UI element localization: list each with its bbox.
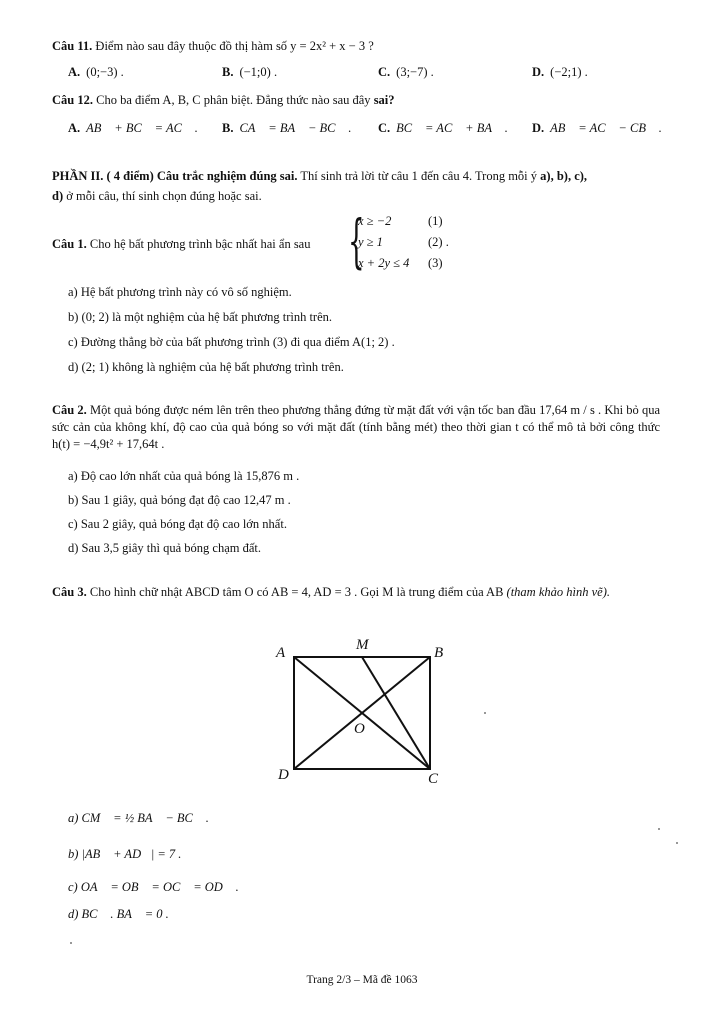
- scan-speck: [676, 842, 678, 844]
- system-brace: {: [348, 207, 365, 275]
- c3-item-d: d) BC⃗ . BA⃗ = 0 .: [68, 907, 169, 921]
- q12-option-d-label: D.: [532, 121, 545, 135]
- system-num-1: (1): [428, 214, 443, 228]
- c2-item-d: d) Sau 3,5 giây thì quả bóng chạm đất.: [68, 541, 262, 555]
- part2-title: PHẦN II. ( 4 điểm) Câu trắc nghiệm đúng sai.: [52, 169, 298, 183]
- q12-option-a-text: AB⃗ + BC⃗ = AC⃗ .: [86, 121, 198, 135]
- c3-item-c: c) OA⃗ = OB⃗ = OC⃗ = OD⃗ .: [68, 880, 239, 894]
- c1-item-c: c) Đường thẳng bờ của bất phương trình (3) đi qua điểm A(1; 2) .: [68, 335, 395, 349]
- q11-option-c: [378, 64, 434, 80]
- q11-option-d-label: D.: [532, 65, 545, 79]
- c3-item-a: a) CM⃗ = ½ BA⃗ − BC⃗ .: [68, 811, 209, 825]
- part2-text: Thí sinh trả lời từ câu 1 đến câu 4. Trong mỗi ý: [300, 169, 538, 183]
- system-num-3: (3): [428, 256, 443, 270]
- c1-statement: [52, 236, 310, 252]
- q12-option-d: [532, 120, 662, 136]
- c2-item-b: b) Sau 1 giây, quả bóng đạt độ cao 12,47 m .: [68, 493, 291, 507]
- q11-option-c-label: C.: [378, 65, 391, 79]
- q11-option-c-text: (3;−7) .: [396, 65, 434, 79]
- c2-item-a: a) Độ cao lớn nhất của quả bóng là 15,876 m .: [68, 469, 300, 483]
- vertex-label-c: C: [428, 771, 439, 787]
- system-row-3: x + 2y ≤ 4: [358, 256, 410, 270]
- q11-option-d-text: (−2;1) .: [550, 65, 588, 79]
- question-11: [52, 38, 374, 54]
- vertex-label-b: B: [434, 645, 444, 661]
- scan-speck: [658, 828, 660, 830]
- q11-option-b-text: (−1;0) .: [239, 65, 278, 79]
- question-11-label: Câu 11.: [52, 39, 93, 53]
- c1-text: Cho hệ bất phương trình bậc nhất hai ẩn sau: [89, 237, 311, 251]
- q11-option-b: [222, 64, 277, 80]
- segment-mc: [362, 657, 430, 769]
- question-12-emph: sai?: [373, 93, 395, 107]
- system-num-2: (2) .: [428, 235, 449, 249]
- q11-option-a: [68, 64, 124, 80]
- q12-option-b: [222, 120, 351, 136]
- c3-label: Câu 3.: [52, 585, 87, 599]
- c3-text: Cho hình chữ nhật ABCD tâm O có AB = 4, AD = 3 . Gọi M là trung điểm của AB: [89, 585, 504, 599]
- part2-line2: [52, 188, 262, 204]
- q12-option-a: [68, 120, 198, 136]
- scan-speck: [70, 942, 72, 944]
- c2-item-c: c) Sau 2 giây, quả bóng đạt độ cao lớn nhất.: [68, 517, 287, 531]
- q12-option-a-label: A.: [68, 121, 81, 135]
- c2-label: Câu 2.: [52, 403, 87, 417]
- question-11-text: Điểm nào sau đây thuộc đồ thị hàm số y = 2x² + x − 3 ?: [95, 39, 374, 53]
- c1-item-a: a) Hệ bất phương trình này có vô số nghiệm.: [68, 285, 292, 299]
- part2-text-emph: a), b), c),: [540, 169, 588, 183]
- q11-option-a-label: A.: [68, 65, 81, 79]
- q12-option-b-label: B.: [222, 121, 234, 135]
- c3-statement: [52, 584, 660, 601]
- inequality-system: [348, 207, 458, 275]
- q11-option-d: [532, 64, 588, 80]
- part2-heading: [52, 168, 587, 184]
- c1-item-d: d) (2; 1) không là nghiệm của hệ bất phương trình trên.: [68, 360, 344, 374]
- center-label-o: O: [354, 721, 365, 737]
- c1-label: Câu 1.: [52, 237, 87, 251]
- rectangle-figure: [270, 635, 470, 795]
- c2-statement: [52, 402, 660, 453]
- c2-text: Một quả bóng được ném lên trên theo phương thẳng đứng từ mặt đất với vận tốc ban đầu 17,64 m / s . Khi bỏ qua sức cản của không khí, độ cao của quả bóng so với mặt đất (tính bằng mét) theo thời gian t có thể mô tả bởi công thức h(t) = −4,9t² + 17,64t .: [52, 403, 661, 451]
- page-footer: Trang 2/3 – Mã đề 1063: [306, 974, 418, 986]
- q12-option-c: [378, 120, 508, 136]
- vertex-label-m: M: [356, 637, 369, 653]
- q11-option-b-label: B.: [222, 65, 234, 79]
- system-row-1: x ≥ −2: [358, 214, 392, 228]
- part2-line2-label: d): [52, 189, 64, 203]
- question-12: [52, 92, 395, 108]
- system-row-2: y ≥ 1: [358, 235, 383, 249]
- q12-option-b-text: CA⃗ = BA⃗ − BC⃗ .: [239, 121, 352, 135]
- vertex-label-a: A: [276, 645, 286, 661]
- c3-note: (tham khảo hình vẽ).: [506, 585, 610, 599]
- question-12-label: Câu 12.: [52, 93, 93, 107]
- q12-option-c-label: C.: [378, 121, 391, 135]
- scan-speck: [484, 712, 486, 714]
- q12-option-d-text: AB⃗ = AC⃗ − CB⃗ .: [550, 121, 662, 135]
- vertex-label-d: D: [278, 767, 289, 783]
- part2-line2-text: ở mỗi câu, thí sinh chọn đúng hoặc sai.: [66, 189, 262, 203]
- c1-item-b: b) (0; 2) là một nghiệm của hệ bất phương trình trên.: [68, 310, 333, 324]
- q12-option-c-text: BC⃗ = AC⃗ + BA⃗ .: [396, 121, 508, 135]
- c3-item-b: b) |AB⃗ + AD⃗| = 7 .: [68, 847, 182, 861]
- q11-option-a-text: (0;−3) .: [86, 65, 124, 79]
- question-12-text: Cho ba điểm A, B, C phân biệt. Đẳng thức nào sau đây: [96, 93, 371, 107]
